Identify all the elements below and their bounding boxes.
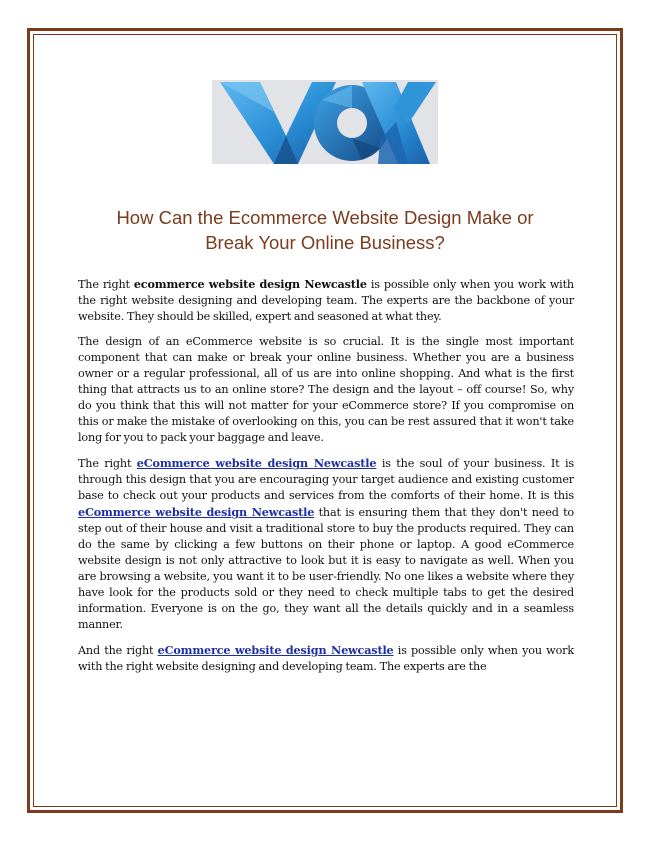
- paragraph-4: [78, 642, 574, 675]
- p1-text-1: The right: [78, 278, 134, 291]
- p4-text-1: And the right: [78, 644, 158, 657]
- p3-text-2: is the soul of your business. It is through this design that you are encouraging your target audience and existing customer base to check out your products and services from the comforts of their home. It is this: [78, 457, 574, 502]
- ecommerce-design-link-3[interactable]: eCommerce website design Newcastle: [157, 643, 394, 657]
- ecommerce-design-link-2[interactable]: eCommerce website design Newcastle: [78, 505, 315, 519]
- title-line-2: Break Your Online Business?: [205, 232, 445, 253]
- article-body: [78, 276, 574, 684]
- paragraph-1: [78, 276, 574, 325]
- p4-text-2: is possible only when you work with the right website designing and developing team. The experts are the: [78, 644, 574, 673]
- p3-text-1: The right: [78, 457, 137, 470]
- vax-logo-icon: [212, 78, 438, 170]
- ecommerce-design-link-1[interactable]: eCommerce website design Newcastle: [136, 456, 377, 470]
- p3-text-3: that is ensuring them that they don't need to step out of their house and visit a traditional store to buy the products required. They can do the same by clicking a few buttons on their phone or laptop. A good eCommerce website design is not only attractive to look but it is easy to navigate as well. When you are browsing a website, you want it to be user-friendly. No one likes a website where they have look for the products sold or they need to check multiple tabs to get the desired information. Everyone is on the go, they want all the details quickly and in a seamless manner.: [78, 506, 575, 631]
- paragraph-3: [78, 455, 574, 633]
- paragraph-2: [78, 334, 574, 446]
- document-title: [78, 205, 572, 255]
- p1-bold-keyword: ecommerce website design Newcastle: [133, 277, 367, 291]
- title-line-1: How Can the Ecommerce Website Design Make or: [116, 207, 534, 228]
- p1-text-2: is possible only when you work with the right website designing and developing team. The experts are the backbone of your website. They should be skilled, expert and seasoned at what they.: [78, 278, 574, 323]
- p2-text: The design of an eCommerce website is so crucial. It is the single most important component that can make or break your online business. Whether you are a business owner or a regular professional, all of us are into online shopping. And what is the first thing that attracts us to an online store? The design and the layout – off course! So, why do you think that this will not matter for your eCommerce store? If you compromise on this or make the mistake of overlooking on this, you can be rest assured that it won't take long for you to pack your baggage and leave.: [78, 335, 574, 444]
